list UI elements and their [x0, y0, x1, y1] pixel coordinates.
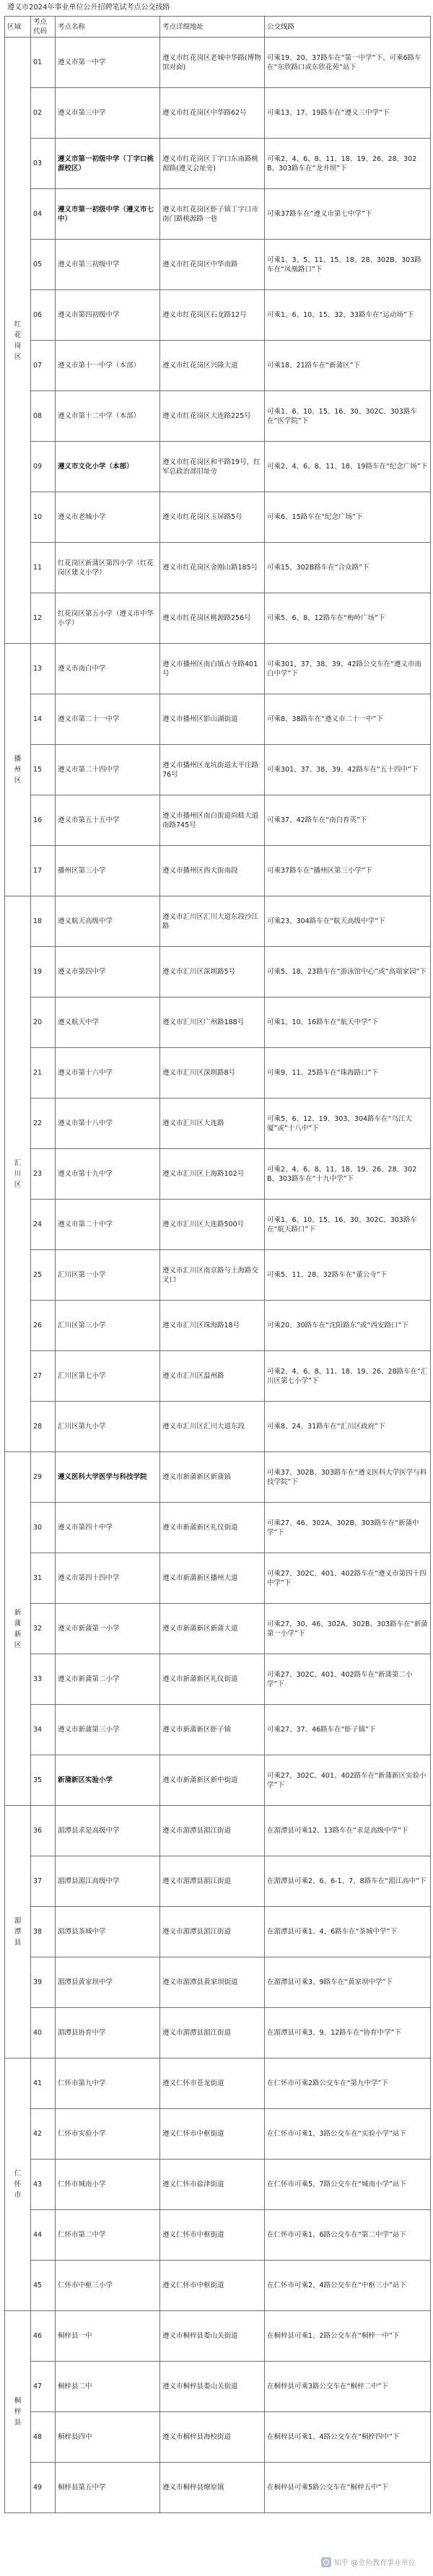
table-row [5, 189, 431, 240]
bus-cell: 在桐梓县可乘1、2路公交车在“桐梓一中”下 [265, 2311, 431, 2362]
name-cell: 仁怀市第二中学 [56, 2210, 160, 2261]
name-cell: 桐梓县二中 [56, 2362, 160, 2412]
address-cell: 遵义市播州区西大街南段 [160, 846, 265, 896]
bus-cell: 在湄潭县可乘1、4、6路车在“茶城中学”下 [265, 1907, 431, 1957]
table-row [5, 341, 431, 391]
table-row [5, 391, 431, 442]
code-cell: 44 [31, 2210, 56, 2261]
name-cell: 遵义市新蒲第二小学 [56, 1654, 160, 1705]
code-cell: 49 [31, 2463, 56, 2513]
bus-cell: 在仁怀市可乘1、3路公交车在“实验小学”站下 [265, 2109, 431, 2160]
code-cell: 42 [31, 2109, 56, 2160]
code-cell: 02 [31, 88, 56, 139]
address-cell: 遵义市播州区影山湖街道 [160, 694, 265, 745]
bus-cell: 可乘5、18、23路车在“游泳馆中心”或“高端家园”下 [265, 947, 431, 997]
address-cell: 遵义市红花岗区金刚山路185号 [160, 543, 265, 593]
code-cell: 09 [31, 442, 56, 492]
name-cell: 仁怀市第九中学 [56, 2058, 160, 2109]
bus-cell: 可乘1、6、10、15、16、30、302C、303路车在“航天路口”下 [265, 1200, 431, 1250]
code-cell: 39 [31, 1957, 56, 2008]
name-cell: 遵义市第二十中学 [56, 1200, 160, 1250]
name-cell: 桐梓县四中 [56, 2412, 160, 2463]
header-address: 考点详细地址 [160, 17, 265, 38]
table-row [5, 139, 431, 189]
code-cell: 26 [31, 1301, 56, 1351]
name-cell: 桐梓县一中 [56, 2311, 160, 2362]
code-cell: 16 [31, 795, 56, 846]
header-area: 区域 [5, 17, 31, 38]
address-cell: 遵义市红花岗区大连路225号 [160, 391, 265, 442]
table-row [5, 2261, 431, 2311]
code-cell: 08 [31, 391, 56, 442]
address-cell: 遵义市汇川区深圳路8号 [160, 1048, 265, 1099]
address-cell: 遵义市汇川区大连路 [160, 1099, 265, 1149]
name-cell: 遵义市第一初级中学（遵义市七中） [56, 189, 160, 240]
bus-cell: 在桐梓县可乘1、4路公交车在“桐梓四中”下 [265, 2412, 431, 2463]
address-cell: 遵义市新蒲新区播州大道 [160, 1553, 265, 1604]
name-cell: 遵义市第一初级中学（丁字口桃源校区） [56, 139, 160, 189]
bus-cell: 在湄潭县可乘3、9、12路车在“协育中学”下 [265, 2008, 431, 2058]
code-cell: 15 [31, 745, 56, 795]
name-cell: 遵义市第十一中学（本部） [56, 341, 160, 391]
address-cell: 遵义市汇川区温州路 [160, 1351, 265, 1402]
page-title: 遵义市2024年事业单位公开招聘笔试考点公交线路 [7, 4, 170, 12]
name-cell: 湄潭县协育中学 [56, 2008, 160, 2058]
address-cell: 遵义市湄潭县湄江街道 [160, 1907, 265, 1957]
address-cell: 遵义市汇川区南京路与上海路交叉口 [160, 1250, 265, 1301]
code-cell: 11 [31, 543, 56, 593]
table-row [5, 1200, 431, 1250]
name-cell: 湄潭县黄家坝中学 [56, 1957, 160, 2008]
area-label: 仁怀市 [14, 2170, 22, 2199]
name-cell: 遵义市新蒲第一小学 [56, 1604, 160, 1654]
bus-cell: 可乘8、38路车在“遵义市二十一中”下 [265, 694, 431, 745]
area-cell [5, 896, 31, 1452]
table-row [5, 644, 431, 694]
code-cell: 06 [31, 290, 56, 341]
table-row [5, 543, 431, 593]
name-cell: 遵义市第十二中学（本部） [56, 391, 160, 442]
table-row [5, 896, 431, 947]
code-cell: 48 [31, 2412, 56, 2463]
bus-cell: 在仁怀市可乘1、6路公交车在“第二中学”站下 [265, 2210, 431, 2261]
code-cell: 47 [31, 2362, 56, 2412]
address-cell: 遵义市新蒲新区礼仪街道 [160, 1654, 265, 1705]
code-cell: 41 [31, 2058, 56, 2109]
address-cell: 遵义市湄潭县湄江街道 [160, 1806, 265, 1856]
name-cell: 遵义航天中学 [56, 997, 160, 1048]
name-cell: 遵义市第一中学 [56, 38, 160, 88]
address-cell: 遵义市红花岗区和平路19号，红军总政治部旧址旁 [160, 442, 265, 492]
address-cell: 遵义市桐梓县燎原镇 [160, 2463, 265, 2513]
address-cell: 遵义市红花岗区虾子镇丁字口市南门路桃源路一巷 [160, 189, 265, 240]
bus-cell: 可乘5、6、12、19、303、304路车在“乌江大厦”或“十八中”下 [265, 1099, 431, 1149]
zhihu-logo-icon [321, 2557, 331, 2567]
area-cell [5, 1452, 31, 1806]
table-row [5, 1654, 431, 1705]
address-cell: 遵义市汇川区珠海路18号 [160, 1301, 265, 1351]
code-cell: 35 [31, 1755, 56, 1806]
address-cell: 遵义市播州区南白镇古寺路401号 [160, 644, 265, 694]
table-row [5, 1452, 431, 1503]
code-cell: 29 [31, 1452, 56, 1503]
table-row [5, 38, 431, 88]
name-cell: 湄潭县茶城中学 [56, 1907, 160, 1957]
code-cell: 12 [31, 593, 56, 644]
bus-cell: 可乘1、6、10、15、16、30、302C、303路车在“医学院”下 [265, 391, 431, 442]
code-cell: 37 [31, 1856, 56, 1907]
table-row [5, 2008, 431, 2058]
table-row [5, 1907, 431, 1957]
table-row [5, 1604, 431, 1654]
header-name: 考点名称 [56, 17, 160, 38]
code-cell: 04 [31, 189, 56, 240]
address-cell: 遵义仁怀市苍龙街道 [160, 2058, 265, 2109]
code-cell: 24 [31, 1200, 56, 1250]
address-cell: 遵义市红花岗区老城中华路(博物馆对面) [160, 38, 265, 88]
code-cell: 28 [31, 1402, 56, 1452]
bus-cell: 可乘27、302C、401、402路车在“新蒲新区实验小学”下 [265, 1755, 431, 1806]
address-cell: 遵义市红花岗区玉屏路5号 [160, 492, 265, 543]
table-row [5, 240, 431, 290]
code-cell: 33 [31, 1654, 56, 1705]
bus-cell: 可乘37路车在“播州区第三小学”下 [265, 846, 431, 896]
code-cell: 19 [31, 947, 56, 997]
table-row [5, 1301, 431, 1351]
area-label: 汇川区 [14, 1159, 22, 1189]
bus-cell: 在湄潭县可乘3、9路车在“黄家坝中学”下 [265, 1957, 431, 2008]
area-cell [5, 38, 31, 644]
table-row [5, 492, 431, 543]
table-row [5, 1099, 431, 1149]
table-row [5, 846, 431, 896]
table-row [5, 1553, 431, 1604]
table-row [5, 745, 431, 795]
address-cell: 遵义市汇川区大连路500号 [160, 1200, 265, 1250]
code-cell: 30 [31, 1503, 56, 1553]
bus-cell: 在仁怀市可乘2路公交车在“第九中学”下 [265, 2058, 431, 2109]
watermark [321, 2557, 416, 2567]
name-cell: 遵义市第三中学 [56, 88, 160, 139]
area-label: 桐梓县 [14, 2397, 22, 2427]
code-cell: 17 [31, 846, 56, 896]
address-cell: 遵义市播州区龙坑街道太平庄路76号 [160, 745, 265, 795]
bus-cell: 可乘2、4、6、8、11、18、19、26、28、302B、303路车在“十九中学”下 [265, 1149, 431, 1200]
table-row [5, 1856, 431, 1907]
name-cell: 遵义市老城小学 [56, 492, 160, 543]
area-label: 新蒲新区 [14, 1608, 22, 1649]
name-cell: 遵义市第四十四中学 [56, 1553, 160, 1604]
watermark-text: 知乎 @金鱼教育事业单位 [333, 2559, 416, 2567]
bus-cell: 可乘37、302B、303路车在“遵义医科大学医学与科技学院”下 [265, 1452, 431, 1503]
table-row [5, 2058, 431, 2109]
table-row [5, 1755, 431, 1806]
code-cell: 40 [31, 2008, 56, 2058]
code-cell: 36 [31, 1806, 56, 1856]
bus-cell: 可乘301、37、38、39、42路车在“五十四中”下 [265, 745, 431, 795]
bus-cell: 可乘2、4、6、8、11、18、19路车在“纪念广场”下 [265, 442, 431, 492]
table-row [5, 997, 431, 1048]
table-row [5, 1806, 431, 1856]
exam-site-table [4, 16, 431, 2513]
bus-cell: 可乘1、3、5、11、15、18、28、302B、303路车在“凤凰路口”下 [265, 240, 431, 290]
name-cell: 遵义医科大学医学与科技学院 [56, 1452, 160, 1503]
bus-cell: 可乘27、37、46路车在“虾子镇”下 [265, 1705, 431, 1755]
name-cell: 红花岗区第五小学（遵义市中华小学） [56, 593, 160, 644]
bus-cell: 可乘6、15路车在“纪念广场”下 [265, 492, 431, 543]
code-cell: 22 [31, 1099, 56, 1149]
code-cell: 13 [31, 644, 56, 694]
name-cell: 汇川区第一小学 [56, 1250, 160, 1301]
table-row [5, 947, 431, 997]
name-cell: 遵义市第十九中学 [56, 1149, 160, 1200]
name-cell: 遵义市第四中学 [56, 947, 160, 997]
table-row [5, 593, 431, 644]
name-cell: 新蒲新区实验小学 [56, 1755, 160, 1806]
code-cell: 32 [31, 1604, 56, 1654]
address-cell: 遵义市红花岗区中华南路 [160, 240, 265, 290]
name-cell: 遵义市新蒲第三小学 [56, 1705, 160, 1755]
table-row [5, 694, 431, 745]
code-cell: 14 [31, 694, 56, 745]
area-cell [5, 2058, 31, 2311]
bus-cell: 可乘5、6、8、12路车在“梅岭广场”下 [265, 593, 431, 644]
code-cell: 43 [31, 2160, 56, 2210]
address-cell: 遵义市新蒲新区虾子镇 [160, 1705, 265, 1755]
address-cell: 遵义市新蒲新区新蒲大道 [160, 1604, 265, 1654]
code-cell: 18 [31, 896, 56, 947]
bus-cell: 可乘37路车在“遵义市第七中学”下 [265, 189, 431, 240]
table-row [5, 88, 431, 139]
bus-cell: 可乘27、46、302A、302B、303路车在“新蒲中学”下 [265, 1503, 431, 1553]
address-cell: 遵义仁怀市中枢街道 [160, 2109, 265, 2160]
table-row [5, 2160, 431, 2210]
address-cell: 遵义市汇川区汇川大道东段 [160, 1402, 265, 1452]
code-cell: 34 [31, 1705, 56, 1755]
code-cell: 07 [31, 341, 56, 391]
address-cell: 遵义市湄潭县湄江街道 [160, 2008, 265, 2058]
code-cell: 03 [31, 139, 56, 189]
bus-cell: 在湄潭县可乘2、6、6-1、7、8路车在“湄江高中”下 [265, 1856, 431, 1907]
name-cell: 仁怀市实验小学 [56, 2109, 160, 2160]
area-label: 湄潭县 [14, 1917, 22, 1947]
address-cell: 遵义市红花岗区兴隆大道 [160, 341, 265, 391]
table-row [5, 1149, 431, 1200]
bus-cell: 可乘20、30路车在“沈阳路东”或“西安路口”下 [265, 1301, 431, 1351]
table-row [5, 1957, 431, 2008]
address-cell: 遵义市播州区南白街道尚嵇大道南路745号 [160, 795, 265, 846]
bus-cell: 可乘27、302C、401、402路车在“遵义市第四十四中学”下 [265, 1553, 431, 1604]
address-cell: 遵义市汇川区广州路188号 [160, 997, 265, 1048]
name-cell: 仁怀市中枢三小学 [56, 2261, 160, 2311]
code-cell: 23 [31, 1149, 56, 1200]
table-row [5, 2109, 431, 2160]
table-row [5, 1351, 431, 1402]
area-cell [5, 1806, 31, 2058]
name-cell: 遵义航天高级中学 [56, 896, 160, 947]
code-cell: 10 [31, 492, 56, 543]
address-cell: 遵义仁怀市中枢街道 [160, 2210, 265, 2261]
code-cell: 25 [31, 1250, 56, 1301]
bus-cell: 可乘23、304路车在“航天高级中学”下 [265, 896, 431, 947]
bus-cell: 可乘1、10、16路车在“航天中学”下 [265, 997, 431, 1048]
table-row [5, 2311, 431, 2362]
bus-cell: 在仁怀市可乘5、7路公交车在“城南小学”站下 [265, 2160, 431, 2210]
name-cell: 湄潭县湄江高级中学 [56, 1856, 160, 1907]
table-row [5, 2463, 431, 2513]
address-cell: 遵义市桐梓县娄山关街道 [160, 2362, 265, 2412]
name-cell: 汇川区第七小学 [56, 1351, 160, 1402]
code-cell: 05 [31, 240, 56, 290]
area-label: 红花岗区 [14, 320, 22, 361]
code-cell: 31 [31, 1553, 56, 1604]
name-cell: 湄潭县求是高级中学 [56, 1806, 160, 1856]
bus-cell: 可乘8、24、31路车在“汇川区政府”下 [265, 1402, 431, 1452]
table-row [5, 1402, 431, 1452]
table-row [5, 442, 431, 492]
code-cell: 38 [31, 1907, 56, 1957]
bus-cell: 可乘9、11、25路车在“珠海路口”下 [265, 1048, 431, 1099]
name-cell: 遵义市南白中学 [56, 644, 160, 694]
name-cell: 桐梓县第五中学 [56, 2463, 160, 2513]
name-cell: 红花岗区新蒲区第四小学（红花岗区建文小学） [56, 543, 160, 593]
name-cell: 遵义市第十八中学 [56, 1099, 160, 1149]
name-cell: 汇川区第三小学 [56, 1301, 160, 1351]
table-row [5, 2362, 431, 2412]
address-cell: 遵义仁怀市盐津街道 [160, 2160, 265, 2210]
bus-cell: 可乘15、302B路车在“合众路”下 [265, 543, 431, 593]
name-cell: 仁怀市城南小学 [56, 2160, 160, 2210]
name-cell: 遵义市文化小学（本部） [56, 442, 160, 492]
address-cell: 遵义市红花岗区丁字口东南路桃源路(遵义会址旁) [160, 139, 265, 189]
bus-cell: 在湄潭县可乘12、13路车在“求是高级中学”下 [265, 1806, 431, 1856]
area-label: 播州区 [14, 755, 22, 785]
table-row [5, 2412, 431, 2463]
bus-cell: 可乘27、302C、401、402路车在“新蒲第二小学”下 [265, 1654, 431, 1705]
address-cell: 遵义市汇川区深圳路5号 [160, 947, 265, 997]
bus-cell: 可乘301、37、38、39、42路公交车在“遵义市南白中学”下 [265, 644, 431, 694]
address-cell: 遵义市红花岗区石龙路12号 [160, 290, 265, 341]
table-body [5, 38, 431, 2513]
area-cell [5, 2311, 31, 2513]
bus-cell: 可乘2、4、6、8、11、18、19、26、28、302B、303路车在“龙井坝”下 [265, 139, 431, 189]
name-cell: 播州区第三小学 [56, 846, 160, 896]
address-cell: 遵义市湄潭县黄家坝街道 [160, 1957, 265, 2008]
name-cell: 遵义市第五十五中学 [56, 795, 160, 846]
name-cell: 遵义市第四十中学 [56, 1503, 160, 1553]
code-cell: 20 [31, 997, 56, 1048]
code-cell: 21 [31, 1048, 56, 1099]
address-cell: 遵义市红花岗区中华路62号 [160, 88, 265, 139]
address-cell: 遵义市新蒲新区新蒲镇 [160, 1452, 265, 1503]
name-cell: 遵义市第四初级中学 [56, 290, 160, 341]
name-cell: 遵义市第十六中学 [56, 1048, 160, 1099]
address-cell: 遵义市汇川区上海路102号 [160, 1149, 265, 1200]
header-code: 考点代码 [31, 17, 56, 38]
bus-cell: 可乘37、42路车在“南白育英”下 [265, 795, 431, 846]
bus-cell: 可乘27、30、46、302A、302B、303路车在“新蒲第一小学”下 [265, 1604, 431, 1654]
address-cell: 遵义仁怀市中枢街道 [160, 2261, 265, 2311]
bus-cell: 可乘18、21路车在“新蒲区”下 [265, 341, 431, 391]
address-cell: 遵义市新蒲新区礼仪街道 [160, 1503, 265, 1553]
table-row [5, 1250, 431, 1301]
table-row [5, 2210, 431, 2261]
name-cell: 汇川区第九小学 [56, 1402, 160, 1452]
code-cell: 01 [31, 38, 56, 88]
address-cell: 遵义市桐梓县海校街道 [160, 2412, 265, 2463]
table-header-row [5, 17, 431, 38]
table-row [5, 1503, 431, 1553]
name-cell: 遵义市第二十一中学 [56, 694, 160, 745]
header-bus: 公交线路 [265, 17, 431, 38]
code-cell: 46 [31, 2311, 56, 2362]
bus-cell: 在仁怀市可乘2、4路公交车在“中枢三小”站下 [265, 2261, 431, 2311]
bus-cell: 可乘1、6、10、15、32、33路车在“运动场”下 [265, 290, 431, 341]
code-cell: 45 [31, 2261, 56, 2311]
table-row [5, 1705, 431, 1755]
bus-cell: 可乘13、17、19路车在“遵义三中学”下 [265, 88, 431, 139]
address-cell: 遵义市桐梓县娄山关街道 [160, 2311, 265, 2362]
address-cell: 遵义市湄潭县湄江街道 [160, 1856, 265, 1907]
area-cell [5, 644, 31, 896]
bus-cell: 可乘19、20、37路车在“第一中学”下、可乘6路车在“东欣路口或东欣花苑”站下 [265, 38, 431, 88]
address-cell: 遵义市汇川区汇川大道东段沙江路 [160, 896, 265, 947]
bus-cell: 在桐梓县可乘5路公交车在“桐梓五中”下 [265, 2463, 431, 2513]
bus-cell: 在桐梓县可乘3路公交车在“桐梓二中”下 [265, 2362, 431, 2412]
table-row [5, 795, 431, 846]
name-cell: 遵义市第二十四中学 [56, 745, 160, 795]
bus-cell: 可乘5、11、28、32路车在“董公寺”下 [265, 1250, 431, 1301]
address-cell: 遵义市新蒲新区新中街道 [160, 1755, 265, 1806]
address-cell: 遵义市红花岗区桃源路256号 [160, 593, 265, 644]
table-row [5, 1048, 431, 1099]
name-cell: 遵义市第三初级中学 [56, 240, 160, 290]
code-cell: 27 [31, 1351, 56, 1402]
table-row [5, 290, 431, 341]
bus-cell: 可乘2、4、6、8、11、18、19、26、28路车在“汇川区第七小学”下 [265, 1351, 431, 1402]
